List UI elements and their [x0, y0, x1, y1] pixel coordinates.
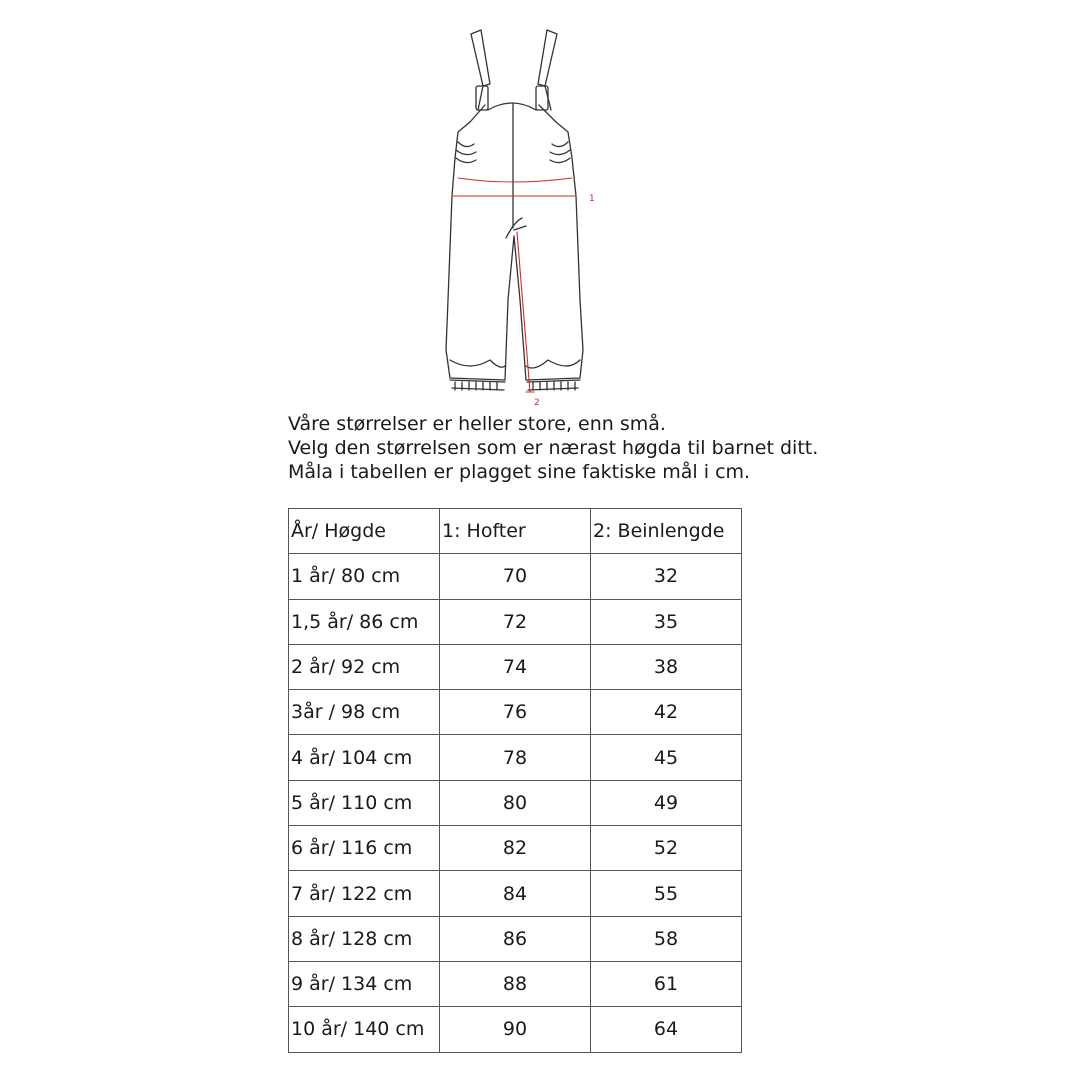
cell-leg-length: 32 [591, 554, 742, 599]
cell-hips: 84 [440, 871, 591, 916]
cell-leg-length: 55 [591, 871, 742, 916]
cell-leg-length: 58 [591, 916, 742, 961]
cell-leg-length: 35 [591, 599, 742, 644]
cell-hips: 74 [440, 644, 591, 689]
cell-size: 3år / 98 cm [289, 690, 440, 735]
cell-hips: 70 [440, 554, 591, 599]
cell-leg-length: 49 [591, 780, 742, 825]
overalls-body [446, 122, 583, 380]
table-row [289, 690, 742, 735]
cell-size: 1,5 år/ 86 cm [289, 599, 440, 644]
right-strap [538, 30, 557, 86]
header-leg-length: 2: Beinlengde [591, 509, 742, 554]
measure-label-2: 2 [534, 398, 540, 408]
cell-size: 9 år/ 134 cm [289, 961, 440, 1006]
cell-leg-length: 52 [591, 826, 742, 871]
cell-hips: 90 [440, 1007, 591, 1052]
size-guide-intro [288, 412, 888, 484]
header-hips: 1: Hofter [440, 509, 591, 554]
cell-hips: 80 [440, 780, 591, 825]
table-row [289, 644, 742, 689]
table-row [289, 1007, 742, 1052]
cell-size: 1 år/ 80 cm [289, 554, 440, 599]
cell-hips: 72 [440, 599, 591, 644]
cell-leg-length: 42 [591, 690, 742, 735]
left-strap [471, 30, 490, 86]
table-row [289, 554, 742, 599]
cell-hips: 86 [440, 916, 591, 961]
cell-hips: 88 [440, 961, 591, 1006]
cell-hips: 82 [440, 826, 591, 871]
cell-size: 8 år/ 128 cm [289, 916, 440, 961]
intro-line-3: Måla i tabellen er plagget sine faktiske mål i cm. [288, 461, 751, 483]
cell-size: 2 år/ 92 cm [289, 644, 440, 689]
cell-leg-length: 45 [591, 735, 742, 780]
cell-size: 10 år/ 140 cm [289, 1007, 440, 1052]
table-row [289, 961, 742, 1006]
table-header-row [289, 509, 742, 554]
overalls-illustration [420, 22, 620, 412]
measure-label-1: 1 [589, 194, 595, 204]
cell-leg-length: 61 [591, 961, 742, 1006]
cell-size: 7 år/ 122 cm [289, 871, 440, 916]
cell-size: 6 år/ 116 cm [289, 826, 440, 871]
table-row [289, 735, 742, 780]
cell-size: 4 år/ 104 cm [289, 735, 440, 780]
bib-top [488, 103, 536, 110]
table-row [289, 916, 742, 961]
cell-leg-length: 38 [591, 644, 742, 689]
header-age-height: År/ Høgde [289, 509, 440, 554]
cell-hips: 76 [440, 690, 591, 735]
table-row [289, 826, 742, 871]
intro-line-1: Våre størrelser er heller store, enn små. [288, 413, 666, 435]
cell-leg-length: 64 [591, 1007, 742, 1052]
size-table [288, 508, 742, 1053]
cell-hips: 78 [440, 735, 591, 780]
measure-line-leg [517, 232, 530, 392]
cell-size: 5 år/ 110 cm [289, 780, 440, 825]
table-row [289, 599, 742, 644]
table-row [289, 871, 742, 916]
intro-line-2: Velg den størrelsen som er nærast høgda til barnet ditt. [288, 437, 819, 459]
table-row [289, 780, 742, 825]
